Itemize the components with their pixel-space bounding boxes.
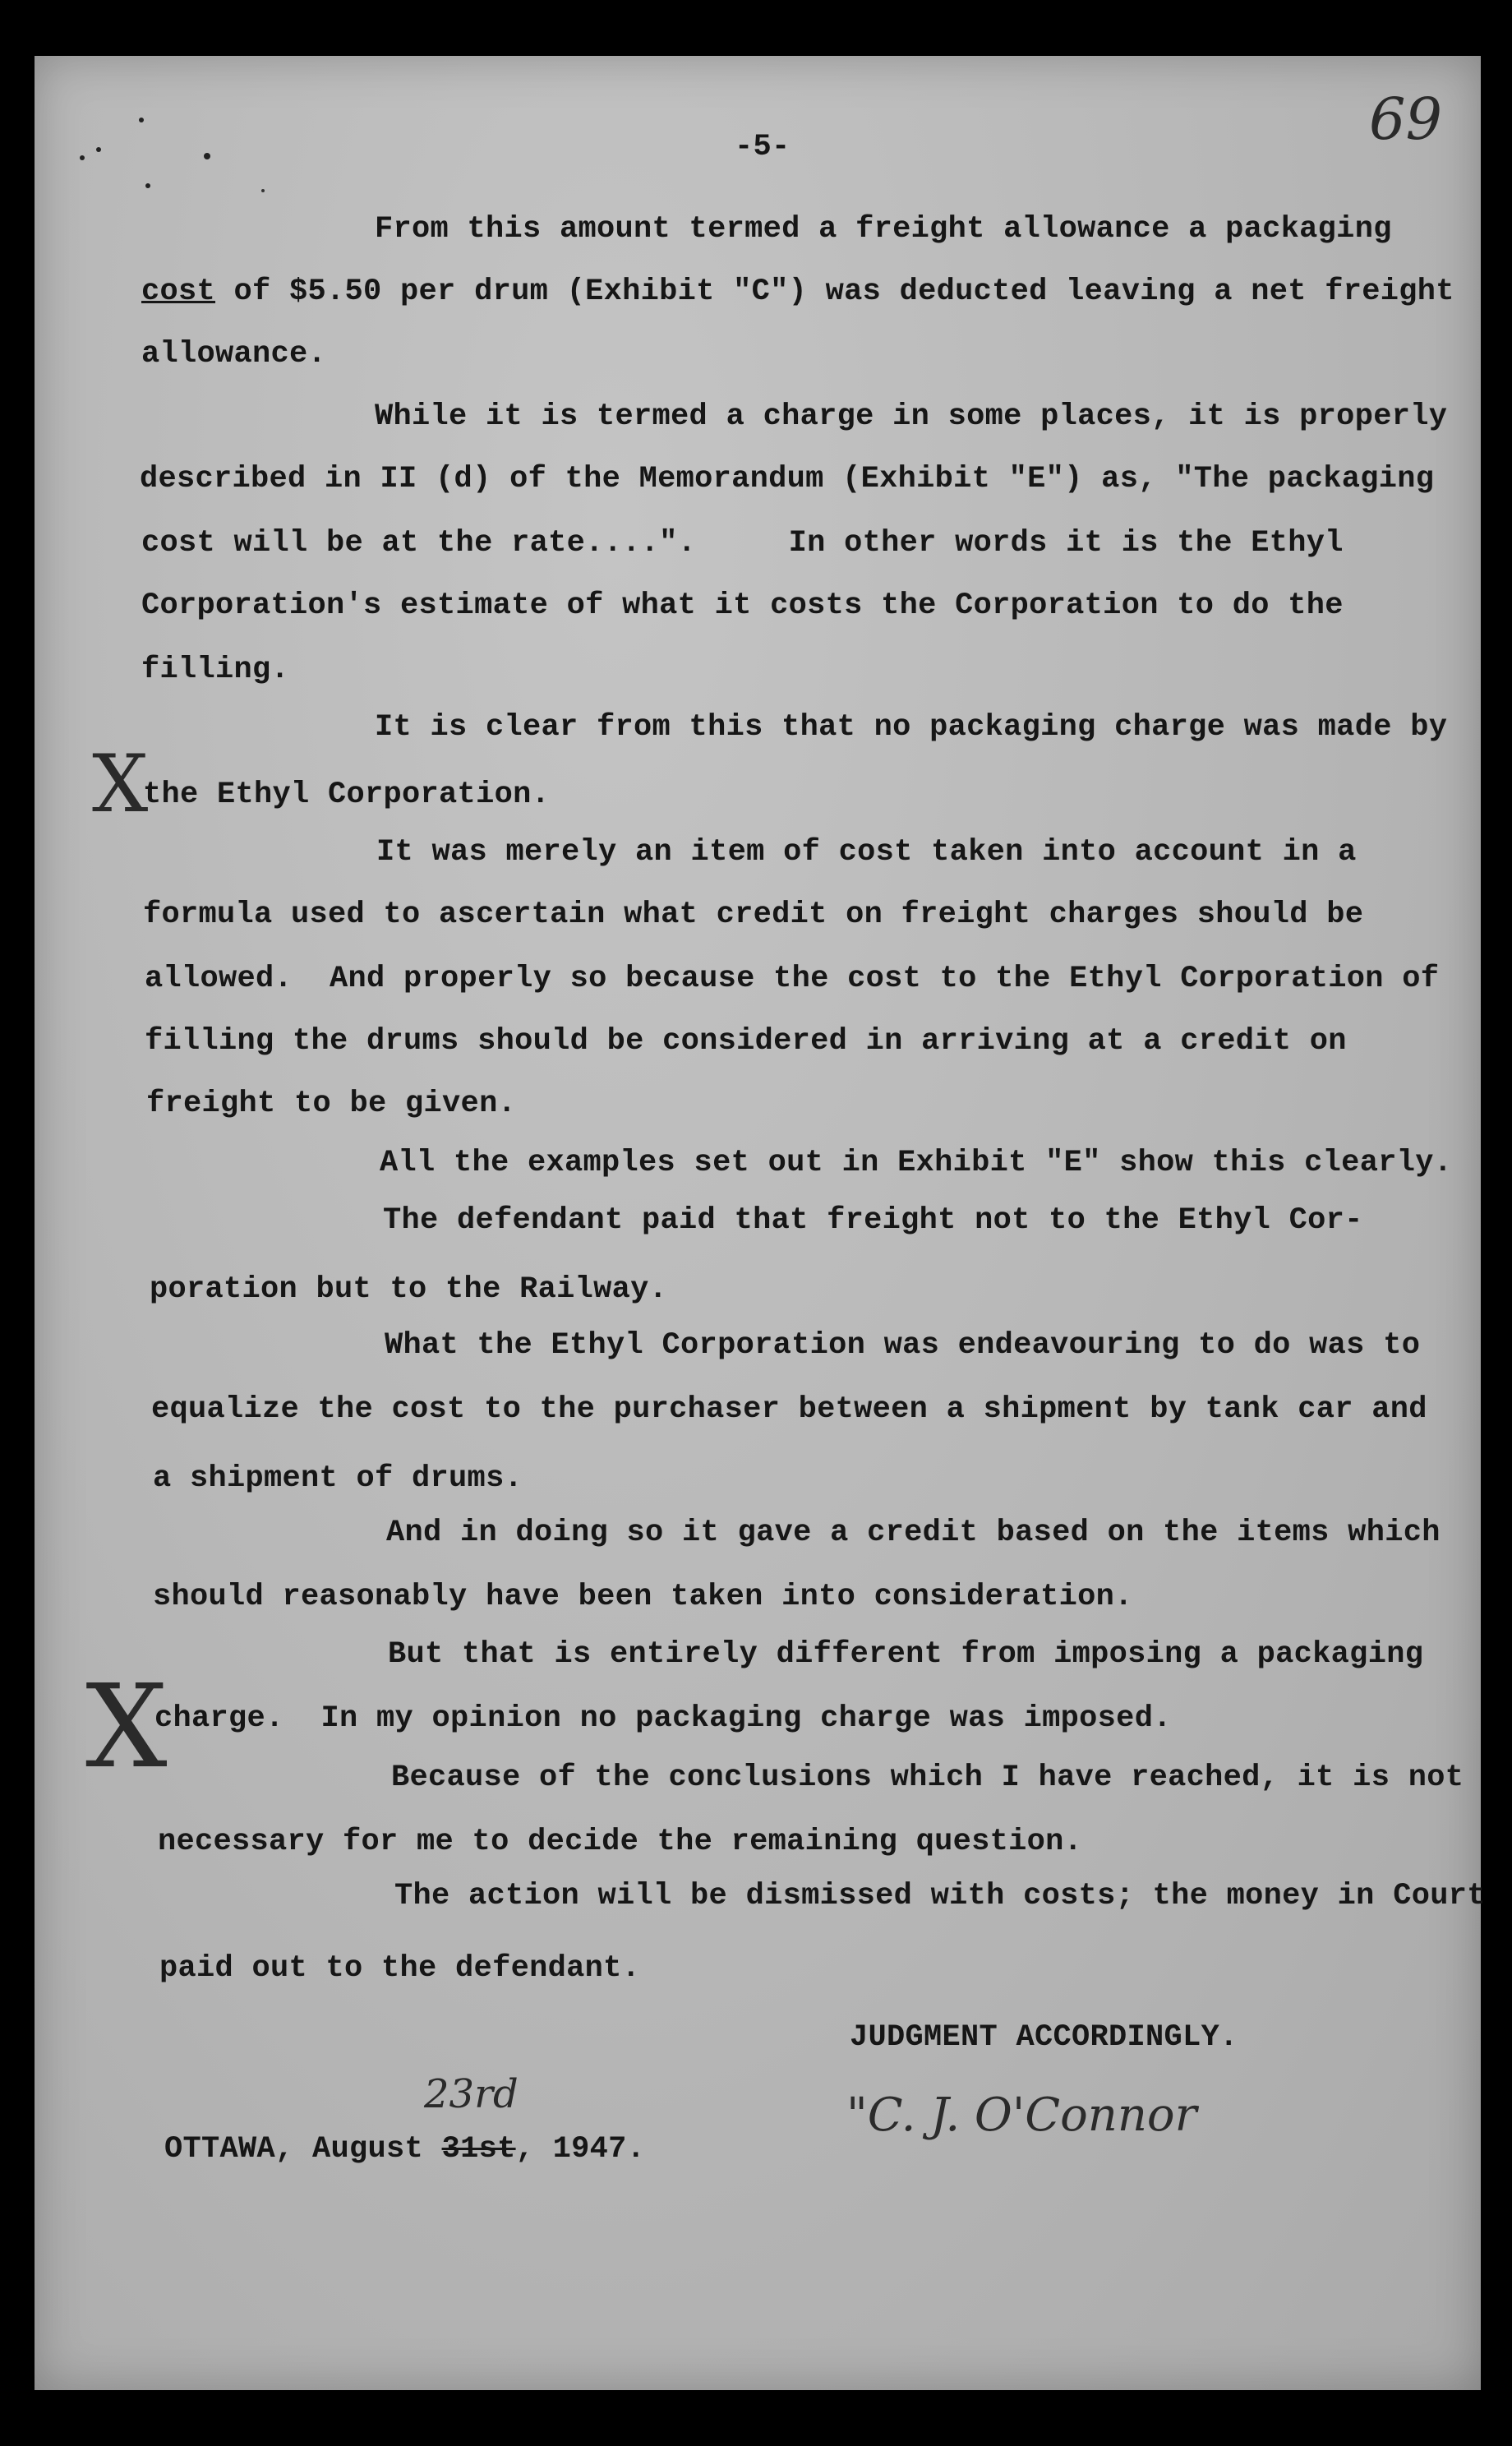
body-line: And in doing so it gave a credit based on the items which — [386, 1516, 1441, 1550]
margin-x-mark: X — [85, 1660, 168, 1794]
body-line: described in II (d) of the Memorandum (Exhibit "E") as, "The packaging — [140, 462, 1435, 496]
margin-x-mark: X — [92, 738, 149, 830]
handwritten-signature — [838, 2071, 1298, 2162]
body-line: poration but to the Railway. — [150, 1272, 668, 1307]
body-line: a shipment of drums. — [153, 1461, 523, 1496]
body-line: What the Ethyl Corporation was endeavouring to do was to — [385, 1328, 1421, 1363]
body-line: Because of the conclusions which I have reached, it is not — [391, 1761, 1464, 1795]
body-line: But that is entirely different from imposing a packaging — [388, 1637, 1424, 1672]
body-line: paid out to the defendant. — [159, 1951, 641, 1986]
signature-text: "C. J. O'Connor — [846, 2088, 1197, 2142]
body-line: freight to be given. — [146, 1087, 517, 1121]
judgment-line: JUDGMENT ACCORDINGLY. — [850, 2020, 1238, 2055]
body-line: filling. — [141, 653, 290, 687]
struck-date: 31st — [441, 2132, 516, 2167]
body-line: The action will be dismissed with costs; the money in Court — [394, 1879, 1486, 1913]
body-line: filling the drums should be considered in arriving at a credit on — [145, 1024, 1347, 1059]
body-line: allowed. And properly so because the cost to the Ethyl Corporation of — [145, 962, 1440, 996]
body-line: should reasonably have been taken into consideration. — [153, 1580, 1133, 1614]
body-line: It was merely an item of cost taken into account in a — [376, 835, 1357, 870]
place-date-line: OTTAWA, August 31st, 1947. — [164, 2132, 646, 2167]
handwritten-date-correction: 23rd — [424, 2071, 519, 2117]
body-line: The defendant paid that freight not to the Ethyl Cor- — [383, 1203, 1363, 1238]
ink-specks — [66, 107, 279, 205]
body-line: While it is termed a charge in some places, it is properly — [375, 399, 1448, 434]
body-line: formula used to ascertain what credit on freight charges should be — [143, 898, 1364, 932]
body-line: necessary for me to decide the remaining question. — [158, 1825, 1083, 1859]
body-line: cost will be at the rate....". In other words it is the Ethyl — [141, 526, 1344, 561]
body-line: the Ethyl Corporation. — [143, 778, 551, 812]
body-line: charge. In my opinion no packaging charge was imposed. — [154, 1701, 1172, 1736]
body-line: It is clear from this that no packaging charge was made by — [375, 710, 1448, 745]
body-line: cost of $5.50 per drum (Exhibit "C") was deducted leaving a net freight — [141, 275, 1454, 309]
body-line: From this amount termed a freight allowance a packaging — [375, 212, 1392, 247]
handwritten-folio: 69 — [1369, 85, 1443, 153]
body-line: allowance. — [141, 337, 327, 372]
body-line: Corporation's estimate of what it costs the Corporation to do the — [141, 588, 1344, 623]
body-line: equalize the cost to the purchaser between a shipment by tank car and — [151, 1392, 1427, 1427]
body-line: All the examples set out in Exhibit "E" show this clearly. — [380, 1146, 1453, 1180]
underlined-word: cost — [141, 275, 216, 309]
page-number: -5- — [735, 130, 791, 164]
